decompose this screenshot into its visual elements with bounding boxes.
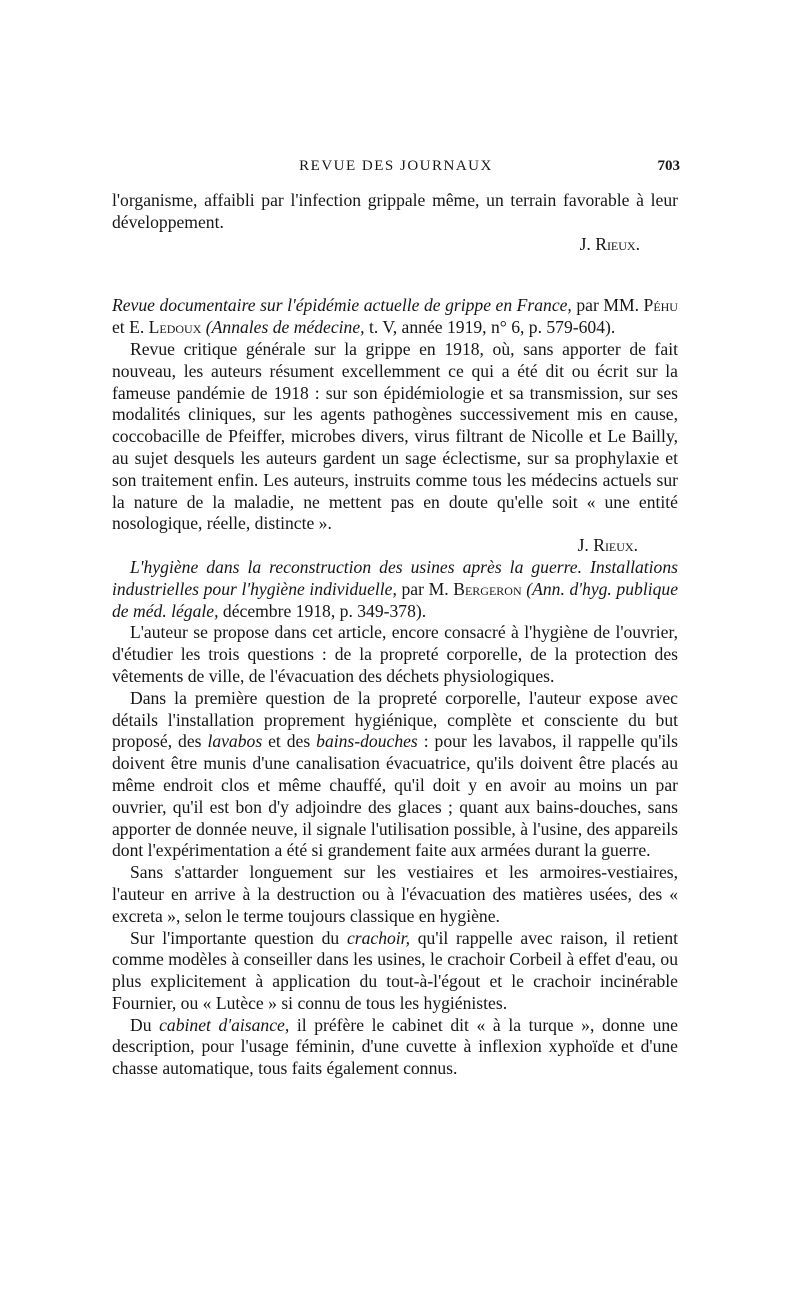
review-3-paragraph-4 <box>112 928 678 1015</box>
reference-by: par M. <box>396 578 454 599</box>
signature-text: J. Rieux. <box>577 535 638 556</box>
emphasis-bains-douches: bains-douches <box>316 731 418 752</box>
review-3-paragraph-3: Sans s'attarder longuement sur les vestiaires et les armoires-vestiaires, l'auteur en arrive à la destruction ou à l'évacuation des matières usées, des « excreta », selon le terme toujours classique en hygiène. <box>112 862 678 926</box>
review-3-paragraph-2 <box>112 688 678 862</box>
review-1-continuation: l'organisme, affaibli par l'infection grippale même, un terrain favorable à leur développement. <box>112 190 678 232</box>
review-3-paragraph-1: L'auteur se propose dans cet article, encore consacré à l'hygiène de l'ouvrier, d'étudier les trois questions : de la propreté corporelle, de la protection des vêtements de ville, de l'évacuation des déchets physiologiques. <box>112 622 678 686</box>
text-run: Du <box>130 1014 160 1035</box>
section-spacer <box>112 255 678 295</box>
text-run: et des <box>262 731 317 752</box>
article-title: Revue documentaire sur l'épidémie actuelle de grippe en France, <box>112 295 572 316</box>
review-2-reference <box>112 295 678 339</box>
author-name: Péhu <box>643 295 678 316</box>
text-run: Dans la première question de la propreté corporelle, l'auteur expose avec détails l'installation proprement hygiénique, complète et consciente du but proposé, des <box>112 687 678 752</box>
journal-name: (Annales de médecine, <box>205 317 365 338</box>
page-body <box>112 190 678 1080</box>
reference-details: t. V, année 1919, n° 6, p. 579-604). <box>364 317 616 338</box>
signature-text: J. Rieux. <box>579 233 640 254</box>
review-2-signature <box>112 535 678 557</box>
article-title: L'hygiène dans la reconstruction des usines après la guerre. Installations industrielles pour l'hygiène individuelle, <box>112 556 678 599</box>
review-3-paragraph-5 <box>112 1015 678 1080</box>
emphasis-crachoir: crachoir, <box>346 927 410 948</box>
review-2-body: Revue critique générale sur la grippe en 1918, où, sans apporter de fait nouveau, les auteurs résument excellemment ce qui a été dit ou écrit sur la fameuse pandémie de 1918 : sur son épidémiologie et sa transmission, sur ses modalités cliniques, sur les agents pathogènes successivement mis en cause, coccobacille de Pfeiffer, microbes divers, virus filtrant de Nicolle et Le Bailly, au sujet desquels les auteurs gardent un sage éclectisme, sur sa prophylaxie et son traitement enfin. Les auteurs, instruits comme tous les médecins actuels sur la nature de la maladie, ne mettent pas en doute qu'elle soit « une entité nosologique, réelle, distincte ». <box>112 338 678 534</box>
journal-name: (Ann. d'hyg. publique de méd. légale, <box>112 578 679 621</box>
author-name: Bergeron <box>453 578 522 599</box>
text-run: Sur l'importante question du <box>130 927 347 948</box>
reference-by: par MM. <box>571 295 644 316</box>
reference-details: décembre 1918, p. 349-378). <box>218 600 427 621</box>
reference-and: et E. <box>112 317 149 338</box>
emphasis-cabinet: cabinet d'aisance, <box>159 1014 290 1035</box>
emphasis-lavabos: lavabos <box>207 731 263 752</box>
page-header <box>112 158 680 182</box>
review-1-signature <box>112 234 678 256</box>
author-name: Ledoux <box>148 317 202 338</box>
text-run: : pour les lavabos, il rappelle qu'ils doivent être munis d'une canalisation évacuatrice, qu'ils doivent être placés au même endroit clos et même chauffé, qu'il doit y en avoir au moins un par ouvrier, qu'il est bon d'y adjoindre des glaces ; quant aux bains-douches, sans apporter de donnée neuve, il signale l'utilisation possible, à l'usine, des appareils dont l'expérimentation a été si grandement faite aux armées durant la guerre. <box>112 731 678 861</box>
text-run: il préfère le cabinet dit « à la turque », donne une description, pour l'usage féminin, d'une cuvette à inflexion xyphoïde et d'une chasse automatique, tous faits également connus. <box>112 1014 678 1079</box>
text-run: qu'il rappelle avec raison, il retient comme modèles à conseiller dans les usines, le crachoir Corbeil à effet d'eau, ou plus explicitement à application du tout-à-l'égout et le crachoir incinérable Fournier, ou « Lutèce » si connu de tous les hygiénistes. <box>112 927 679 1013</box>
review-3-reference <box>112 557 678 622</box>
page-number: 703 <box>657 158 680 174</box>
running-title: REVUE DES JOURNAUX <box>299 158 493 174</box>
